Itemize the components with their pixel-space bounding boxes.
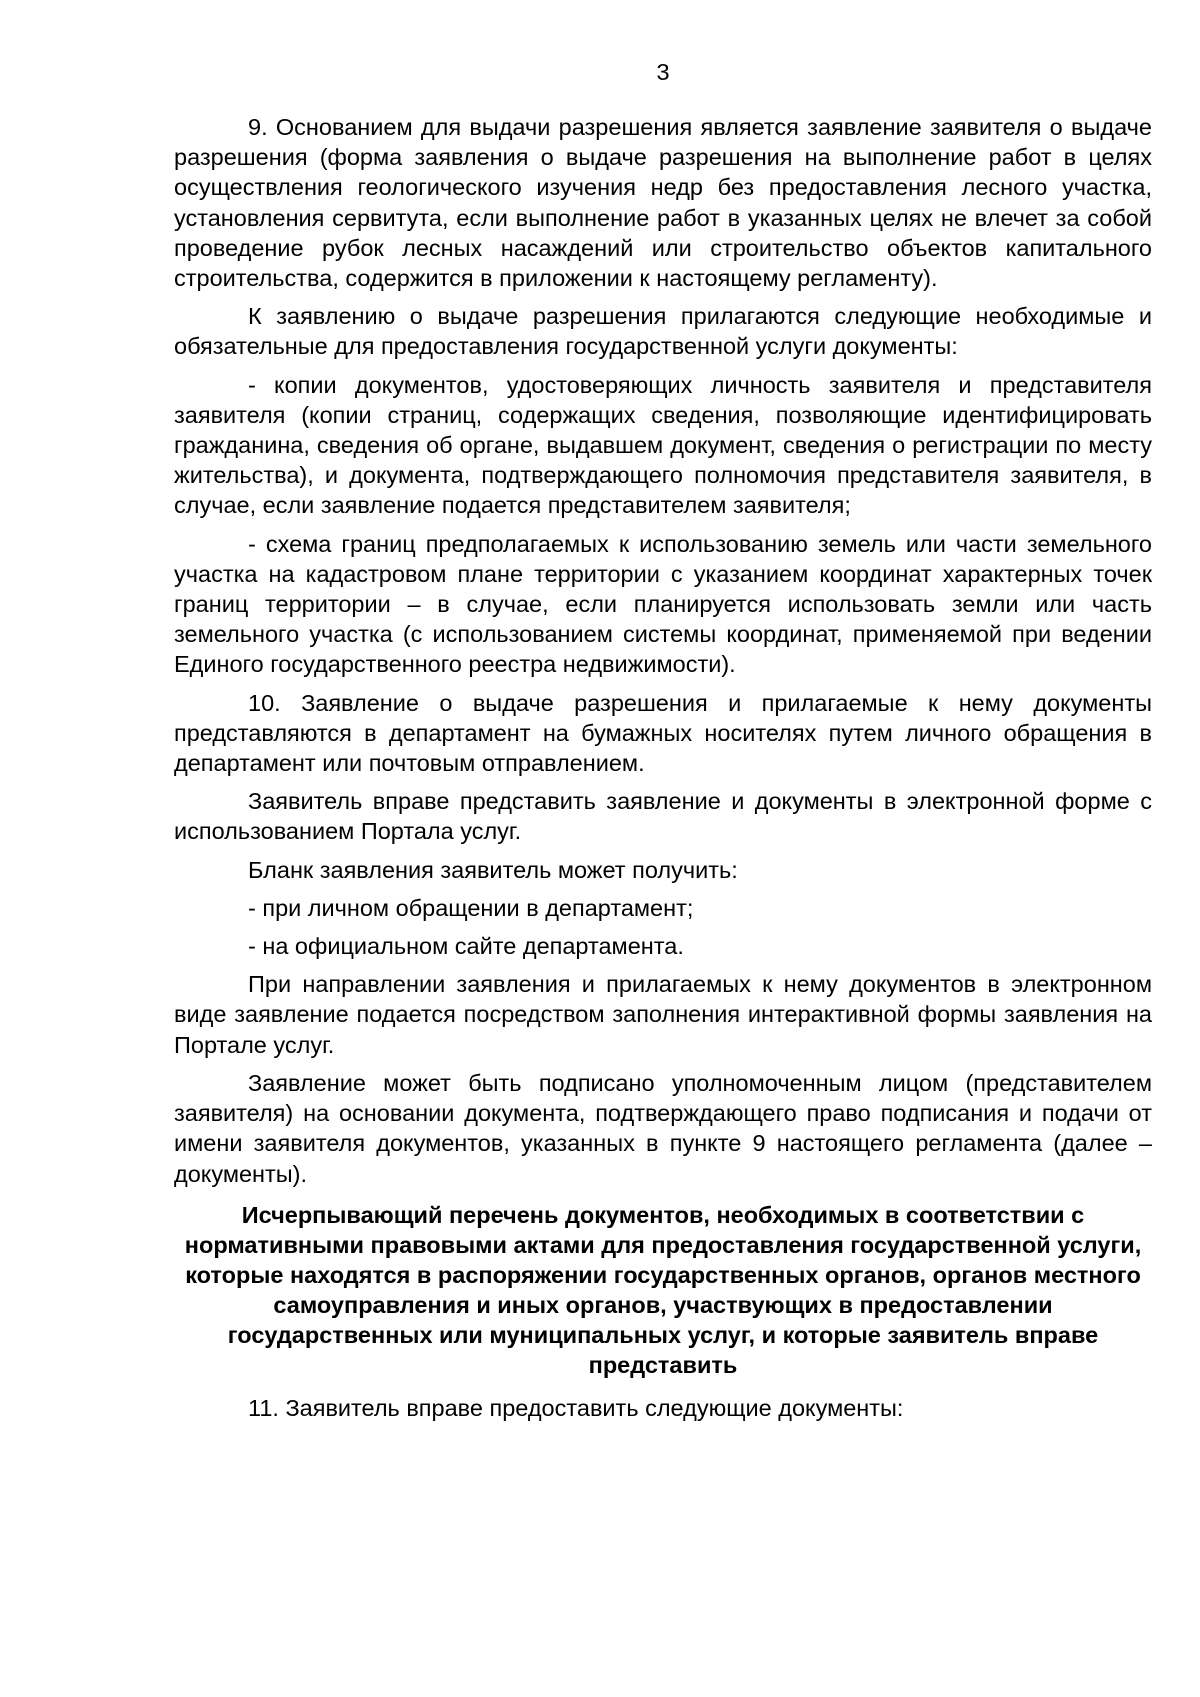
list-item-identity-copies: - копии документов, удостоверяющих личность заявителя и представителя заявителя (копии страниц, содержащих сведения, позволяющие идентифицировать гражданина, сведения об органе, выдавшем документ, сведения о регистрации по месту жительства), и документа, подтверждающего полномочия представителя заявителя, в случае, если заявление подается представителем заявителя; (174, 371, 1152, 519)
document-body (174, 112, 1152, 1431)
paragraph-electronic-submission: Заявитель вправе представить заявление и документы в электронной форме с использованием Портала услуг. (174, 788, 1152, 845)
paragraph-item-11: 11. Заявитель вправе предоставить следующие документы: (248, 1394, 904, 1421)
paragraph-attached-documents: К заявлению о выдаче разрешения прилагаются следующие необходимые и обязательные для предоставления государственной услуги документы: (174, 303, 1152, 360)
section-heading: Исчерпывающий перечень документов, необходимых в соответствии с нормативными правовыми актами для предоставления государственной услуги, которые находятся в распоряжении государственных органов, органов местного самоуправления и иных органов, участвующих в предоставлении государственных или муниципальных услуг, и которые заявитель вправе представить (184, 1201, 1142, 1378)
paragraph-item-10-submission: 10. Заявление о выдаче разрешения и прилагаемые к нему документы представляются в департамент на бумажных носителях путем личного обращения в департамент или почтовым отправлением. (174, 689, 1152, 777)
paragraph-item-9-basis: 9. Основанием для выдачи разрешения является заявление заявителя о выдаче разрешения (форма заявления о выдаче разрешения на выполнение работ в целях осуществления геологического изучения недр без предоставления лесного участка, установления сервитута, если выполнение работ в указанных целях не влечет за собой проведение рубок лесных насаждений или строительство объектов капитального строительства, содержится в приложении к настоящему регламенту). (174, 114, 1152, 292)
paragraph-authorized-signature: Заявление может быть подписано уполномоченным лицом (представителем заявителя) на основании документа, подтверждающего право подписания и подачи от имени заявителя документов, указанных в пункте 9 настоящего регламента (далее – документы). (174, 1069, 1152, 1187)
paragraph-electronic-form: При направлении заявления и прилагаемых к нему документов в электронном виде заявление подается посредством заполнения интерактивной формы заявления на Портале услуг. (174, 971, 1152, 1058)
paragraph-blank-form: Бланк заявления заявитель может получить: (248, 856, 738, 883)
list-item-official-site: - на официальном сайте департамента. (248, 933, 684, 960)
page-number: 3 (656, 59, 670, 85)
list-item-personal-visit: - при личном обращении в департамент; (248, 894, 694, 921)
list-item-boundary-scheme: - схема границ предполагаемых к использованию земель или части земельного участка на кадастровом плане территории с указанием координат характерных точек границ территории – в случае, если планируется использовать земли или часть земельного участка (с использованием системы координат, применяемой при ведении Единого государственного реестра недвижимости). (174, 530, 1152, 678)
